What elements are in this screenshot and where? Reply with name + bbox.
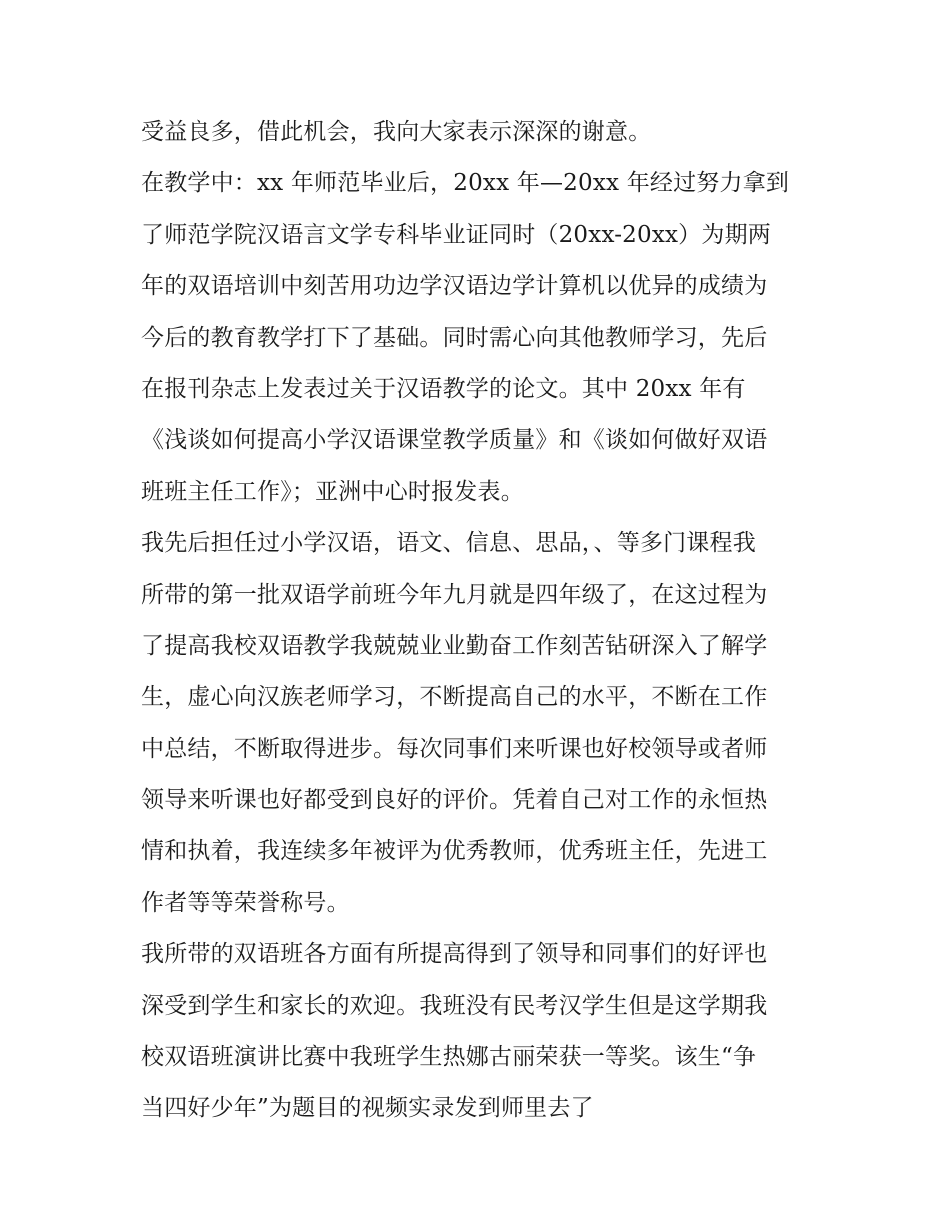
text-line: 我先后担任过小学汉语，语文、信息、思品，、等多门课程我	[141, 530, 756, 557]
document-body	[141, 107, 811, 1135]
text-line: 所带的第一批双语学前班今年九月就是四年级了，在这过程为	[141, 581, 768, 608]
text-line: 在报刊杂志上发表过关于汉语教学的论文。其中 20xx 年有	[141, 375, 746, 402]
text-line: 受益良多，借此机会，我向大家表示深深的谢意。	[141, 119, 652, 145]
text-line: 年的双语培训中刻苦用功边学汉语边学计算机以优异的成绩为	[141, 273, 768, 300]
text-line: 中总结，不断取得进步。每次同事们来听课也好校领导或者师	[141, 735, 768, 762]
text-line: 情和执着，我连续多年被评为优秀教师，优秀班主任，先进工	[141, 838, 768, 865]
text-line: 了提高我校双语教学我兢兢业业勤奋工作刻苦钻研深入了解学	[141, 632, 768, 659]
text-line: 《浅谈如何提高小学汉语课堂教学质量》和《谈如何做好双语	[141, 427, 768, 454]
text-line: 作者等等荣誉称号。	[141, 889, 350, 916]
text-line: 我所带的双语班各方面有所提高得到了领导和同事们的好评也	[141, 941, 768, 968]
text-line: 生，虚心向汉族老师学习，不断提高自己的水平，不断在工作	[141, 684, 768, 711]
text-line: 领导来听课也好都受到良好的评价。凭着自己对工作的永恒热	[141, 787, 768, 814]
text-line: 班班主任工作》；亚洲中心时报发表。	[141, 478, 524, 505]
text-line: 校双语班演讲比赛中我班学生热娜古丽荣获一等奖。该生“争	[141, 1044, 757, 1071]
text-line: 深受到学生和家长的欢迎。我班没有民考汉学生但是这学期我	[141, 992, 768, 1019]
text-line: 当四好少年”为题目的视频实录发到师里去了	[141, 1095, 594, 1122]
text-line: 了师范学院汉语言文学专科毕业证同时（20xx-20xx）为期两	[141, 221, 771, 248]
text-line: 在教学中：xx 年师范毕业后，20xx 年—20xx 年经过努力拿到	[141, 170, 790, 197]
text-line: 今后的教育教学打下了基础。同时需心向其他教师学习，先后	[141, 324, 768, 351]
